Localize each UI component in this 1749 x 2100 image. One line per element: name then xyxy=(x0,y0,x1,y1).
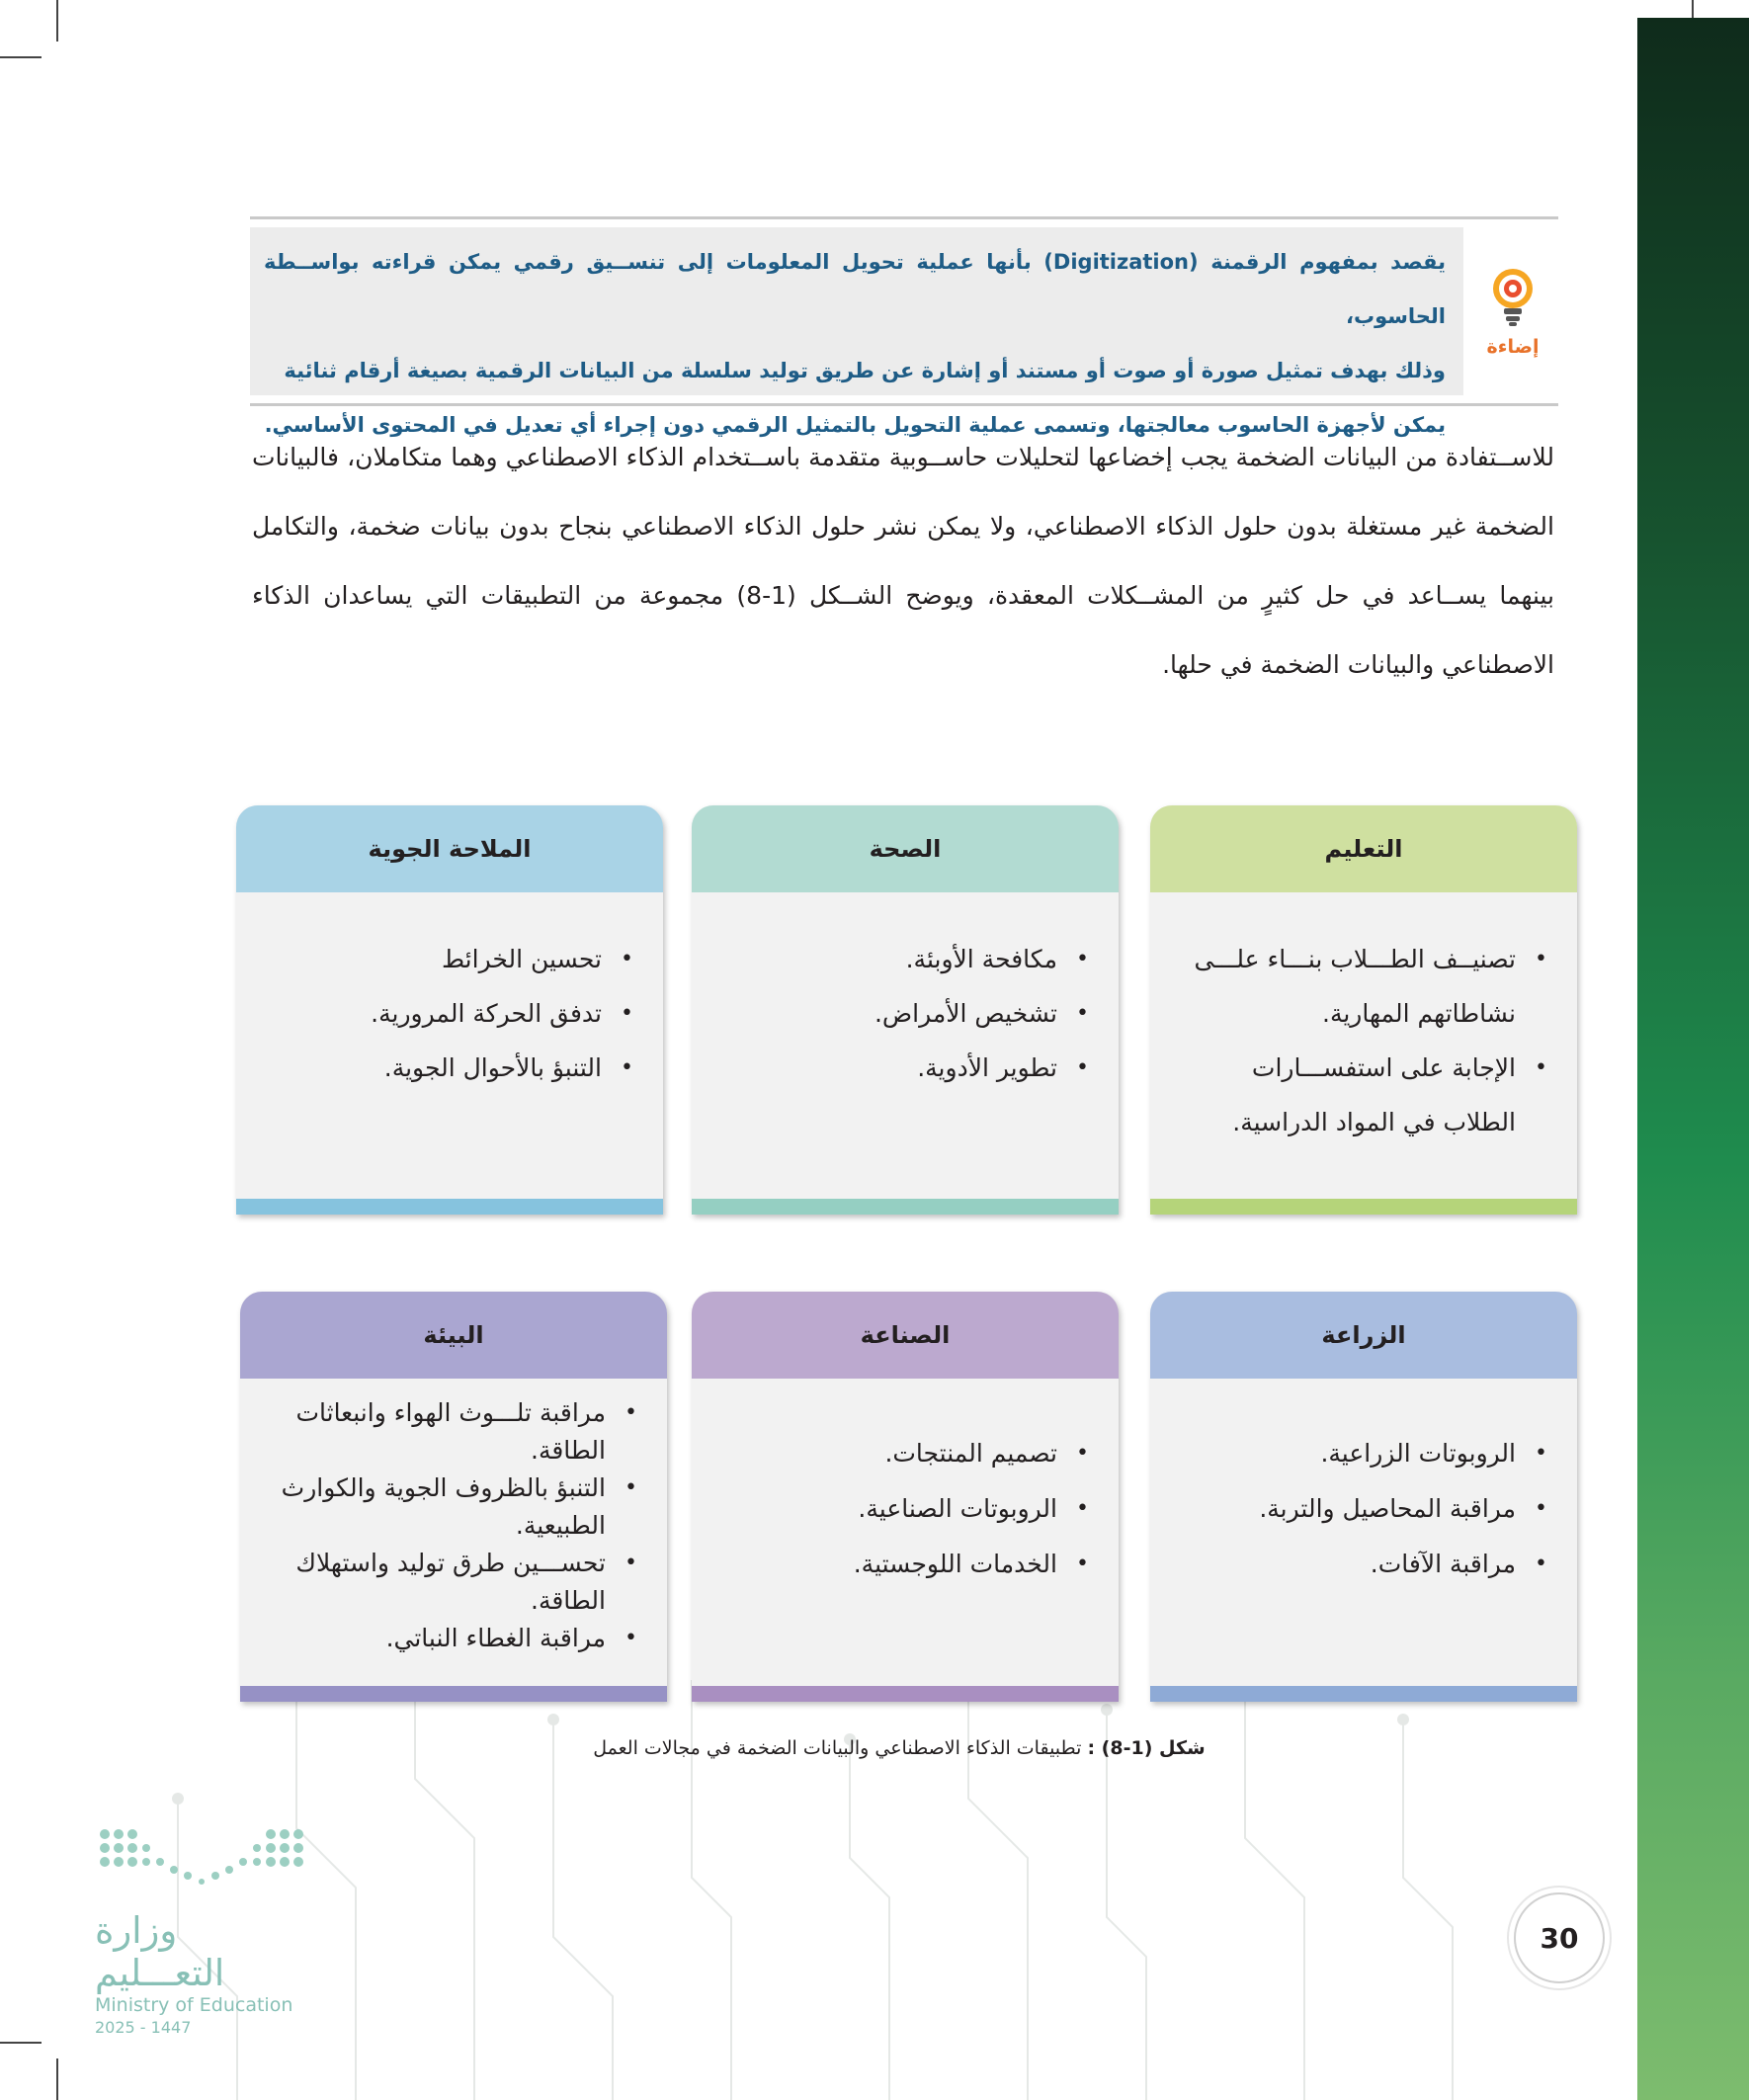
lightbulb-icon xyxy=(1487,265,1539,328)
list-item: • تشخيص الأمراض. xyxy=(719,986,1089,1041)
body-paragraph: للاســتفادة من البيانات الضخمة يجب إخضاعها لتحليلات حاســوبية متقدمة باســتخدام الذكاء الاصطناعي وهما متكاملان، فالبيانات الضخمة غير مستغلة بدون حلول الذكاء الاصطناعي، ولا يمكن نشر حلول الذكاء الاصطناعي بنجاح بدون بيانات ضخمة، والتكامل بينهما يســاعد في حل كثيرٍ من المشــكلات المعقدة، ويوضح الشــكل (1-8) مجموعة من التطبيقات التي يساعدان الذكاء الاصطناعي والبيانات الضخمة في حلها. xyxy=(252,443,1555,679)
card-environment xyxy=(240,1292,667,1702)
note-box xyxy=(250,216,1558,437)
crop-mark xyxy=(0,56,42,58)
list-item: • التنبؤ بالأحوال الجوية. xyxy=(264,1041,633,1095)
note-label: إضاءة xyxy=(1486,336,1540,358)
figure-caption-label: شكل (1-8) : xyxy=(1087,1737,1206,1759)
list-item: • مكافحة الأوبئة. xyxy=(719,932,1089,986)
page-number: 30 xyxy=(1514,1892,1605,1983)
card-bottom-bar xyxy=(692,1686,1119,1702)
note-side xyxy=(1467,227,1558,395)
ministry-logo xyxy=(95,1826,312,2037)
card-industry xyxy=(692,1292,1119,1702)
list-item: • مراقبة المحاصيل والتربة. xyxy=(1178,1481,1547,1537)
card-agriculture xyxy=(1150,1292,1577,1702)
card-bottom-bar xyxy=(1150,1199,1577,1215)
card-header: الزراعة xyxy=(1150,1292,1577,1379)
card-header: التعليم xyxy=(1150,805,1577,892)
list-item: • تطوير الأدوية. xyxy=(719,1041,1089,1095)
card-list xyxy=(692,932,1119,1095)
list-item: • مراقبة تلـــوث الهواء وانبعاثات الطاقة. xyxy=(268,1394,637,1470)
card-bottom-bar xyxy=(692,1199,1119,1215)
card-bottom-bar xyxy=(1150,1686,1577,1702)
list-item: • مراقبة الآفات. xyxy=(1178,1537,1547,1592)
list-item: • تحسين الخرائط xyxy=(264,932,633,986)
card-list xyxy=(1150,932,1577,1149)
note-text xyxy=(250,227,1463,437)
card-header: الصحة xyxy=(692,805,1119,892)
card-list xyxy=(1150,1426,1577,1592)
card-bottom-bar xyxy=(236,1199,663,1215)
figure-caption xyxy=(553,1737,1245,1759)
card-header: الصناعة xyxy=(692,1292,1119,1379)
ministry-name-english: Ministry of Education xyxy=(95,1994,293,2016)
list-item: • تصميم المنتجات. xyxy=(719,1426,1089,1481)
note-line: يقصد بمفهوم الرقمنة (Digitization) بأنها عملية تحويل المعلومات إلى تنســيق رقمي يمكن قراءته بواســطة الحاسوب، xyxy=(264,250,1447,328)
card-list xyxy=(692,1426,1119,1592)
note-line: يمكن لأجهزة الحاسوب معالجتها، وتسمى عملية التحويل بالتمثيل الرقمي دون إجراء أي تعديل في المحتوى الأساسي. xyxy=(264,413,1446,437)
list-item: • الروبوتات الزراعية. xyxy=(1178,1426,1547,1481)
ministry-name-arabic: وزارة التعـــليم xyxy=(95,1909,225,1994)
ministry-dots-emblem-icon xyxy=(95,1826,312,1899)
list-item: • تصنيــف الطـــلاب بنـــاء علـــى نشاطاتهم المهارية. xyxy=(1178,932,1547,1041)
card-aviation xyxy=(236,805,663,1215)
card-education xyxy=(1150,805,1577,1215)
list-item: • تدفق الحركة المرورية. xyxy=(264,986,633,1041)
card-list xyxy=(240,1394,667,1657)
card-bottom-bar xyxy=(240,1686,667,1702)
list-item: • تحســـين طرق توليد واستهلاك الطاقة. xyxy=(268,1545,637,1620)
edition-year: 2025 - 1447 xyxy=(95,2018,192,2037)
list-item: • التنبؤ بالظروف الجوية والكوارث الطبيعية. xyxy=(268,1470,637,1545)
note-line: وذلك بهدف تمثيل صورة أو صوت أو مستند أو إشارة عن طريق توليد سلسلة من البيانات الرقمية بصيغة أرقام ثنائية xyxy=(284,359,1446,382)
side-color-band xyxy=(1637,18,1749,2100)
list-item: • الإجابة على استفســـارات الطلاب في المواد الدراسية. xyxy=(1178,1041,1547,1149)
card-health xyxy=(692,805,1119,1215)
figure-caption-text: تطبيقات الذكاء الاصطناعي والبيانات الضخمة في مجالات العمل xyxy=(593,1737,1082,1759)
list-item: • الروبوتات الصناعية. xyxy=(719,1481,1089,1537)
crop-mark xyxy=(56,0,58,42)
card-header: البيئة xyxy=(240,1292,667,1379)
list-item: • الخدمات اللوجستية. xyxy=(719,1537,1089,1592)
card-list xyxy=(236,932,663,1095)
list-item: • مراقبة الغطاء النباتي. xyxy=(268,1620,637,1657)
card-header: الملاحة الجوية xyxy=(236,805,663,892)
